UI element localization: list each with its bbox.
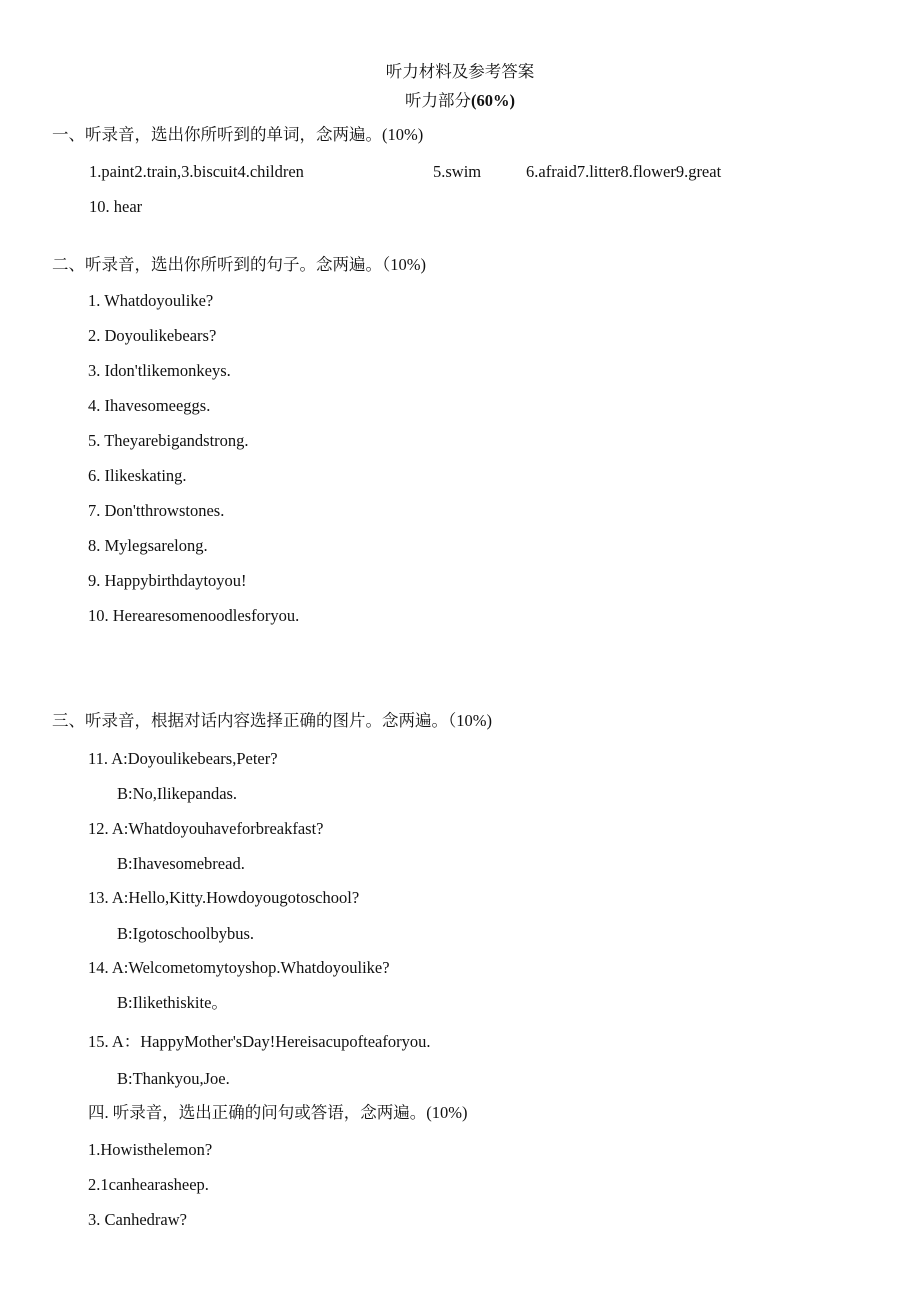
document-title: 听力材料及参考答案 — [385, 62, 535, 81]
dialogue-13-b: B:Igotoschoolbybus. — [117, 924, 255, 943]
dialogue-14-a: 14. A:Welcometomytoyshop.Whatdoyoulike? — [88, 958, 390, 977]
section-3-heading: 三、听录音，根据对话内容选择正确的图片。念两遍。（10%) — [52, 711, 492, 730]
section-4-item: 1.Howisthelemon? — [88, 1140, 213, 1159]
subtitle-percent: (60%) — [471, 91, 515, 110]
section-4-item: 2.1canhearasheep. — [88, 1175, 209, 1194]
section-2-item: 10. Herearesomenoodlesforyou. — [88, 606, 300, 625]
dialogue-12-b: B:Ihavesomebread. — [117, 854, 245, 873]
section-2-item: 1. Whatdoyoulike? — [88, 291, 214, 310]
section-subtitle — [0, 91, 920, 111]
section-1-heading: 一、听录音，选出你所听到的单词，念两遍。(10%) — [52, 125, 424, 144]
dialogue-15-a: 15. A：HappyMother'sDay!Hereisacupofteaforyou. — [88, 1032, 431, 1051]
section-1-words-c: 6.afraid7.litter8.flower9.great — [526, 162, 722, 181]
section-1-words-b: 5.swim — [433, 162, 482, 181]
dialogue-14-b: B:Ilikethiskite。 — [117, 993, 228, 1012]
dialogue-15-b: B:Thankyou,Joe. — [117, 1069, 230, 1088]
section-2-item: 6. Ilikeskating. — [88, 466, 187, 485]
section-2-item: 4. Ihavesomeeggs. — [88, 396, 211, 415]
section-2-heading: 二、听录音，选出你所听到的句子。念两遍。（10%) — [52, 255, 426, 274]
dialogue-11-b: B:No,Ilikepandas. — [117, 784, 238, 803]
section-1-words-a: 1.paint2.train,3.biscuit4.children — [89, 162, 304, 181]
section-2-item: 5. Theyarebigandstrong. — [88, 431, 249, 450]
section-2-item: 7. Don'tthrowstones. — [88, 501, 225, 520]
section-2-item: 3. Idon'tlikemonkeys. — [88, 361, 231, 380]
section-4-heading: 四. 听录音，选出正确的问句或答语，念两遍。(10%) — [88, 1103, 468, 1122]
dialogue-12-a: 12. A:Whatdoyouhaveforbreakfast? — [88, 819, 324, 838]
section-1-words-d: 10. hear — [89, 197, 143, 216]
section-2-item: 2. Doyoulikebears? — [88, 326, 217, 345]
section-2-item: 9. Happybirthdaytoyou! — [88, 571, 247, 590]
section-2-item: 8. Mylegsarelong. — [88, 536, 208, 555]
dialogue-13-a: 13. A:Hello,Kitty.Howdoyougotoschool? — [88, 888, 360, 907]
subtitle-text: 听力部分 — [405, 91, 471, 110]
dialogue-11-a: 11. A:Doyoulikebears,Peter? — [88, 749, 278, 768]
section-4-item: 3. Canhedraw? — [88, 1210, 187, 1229]
